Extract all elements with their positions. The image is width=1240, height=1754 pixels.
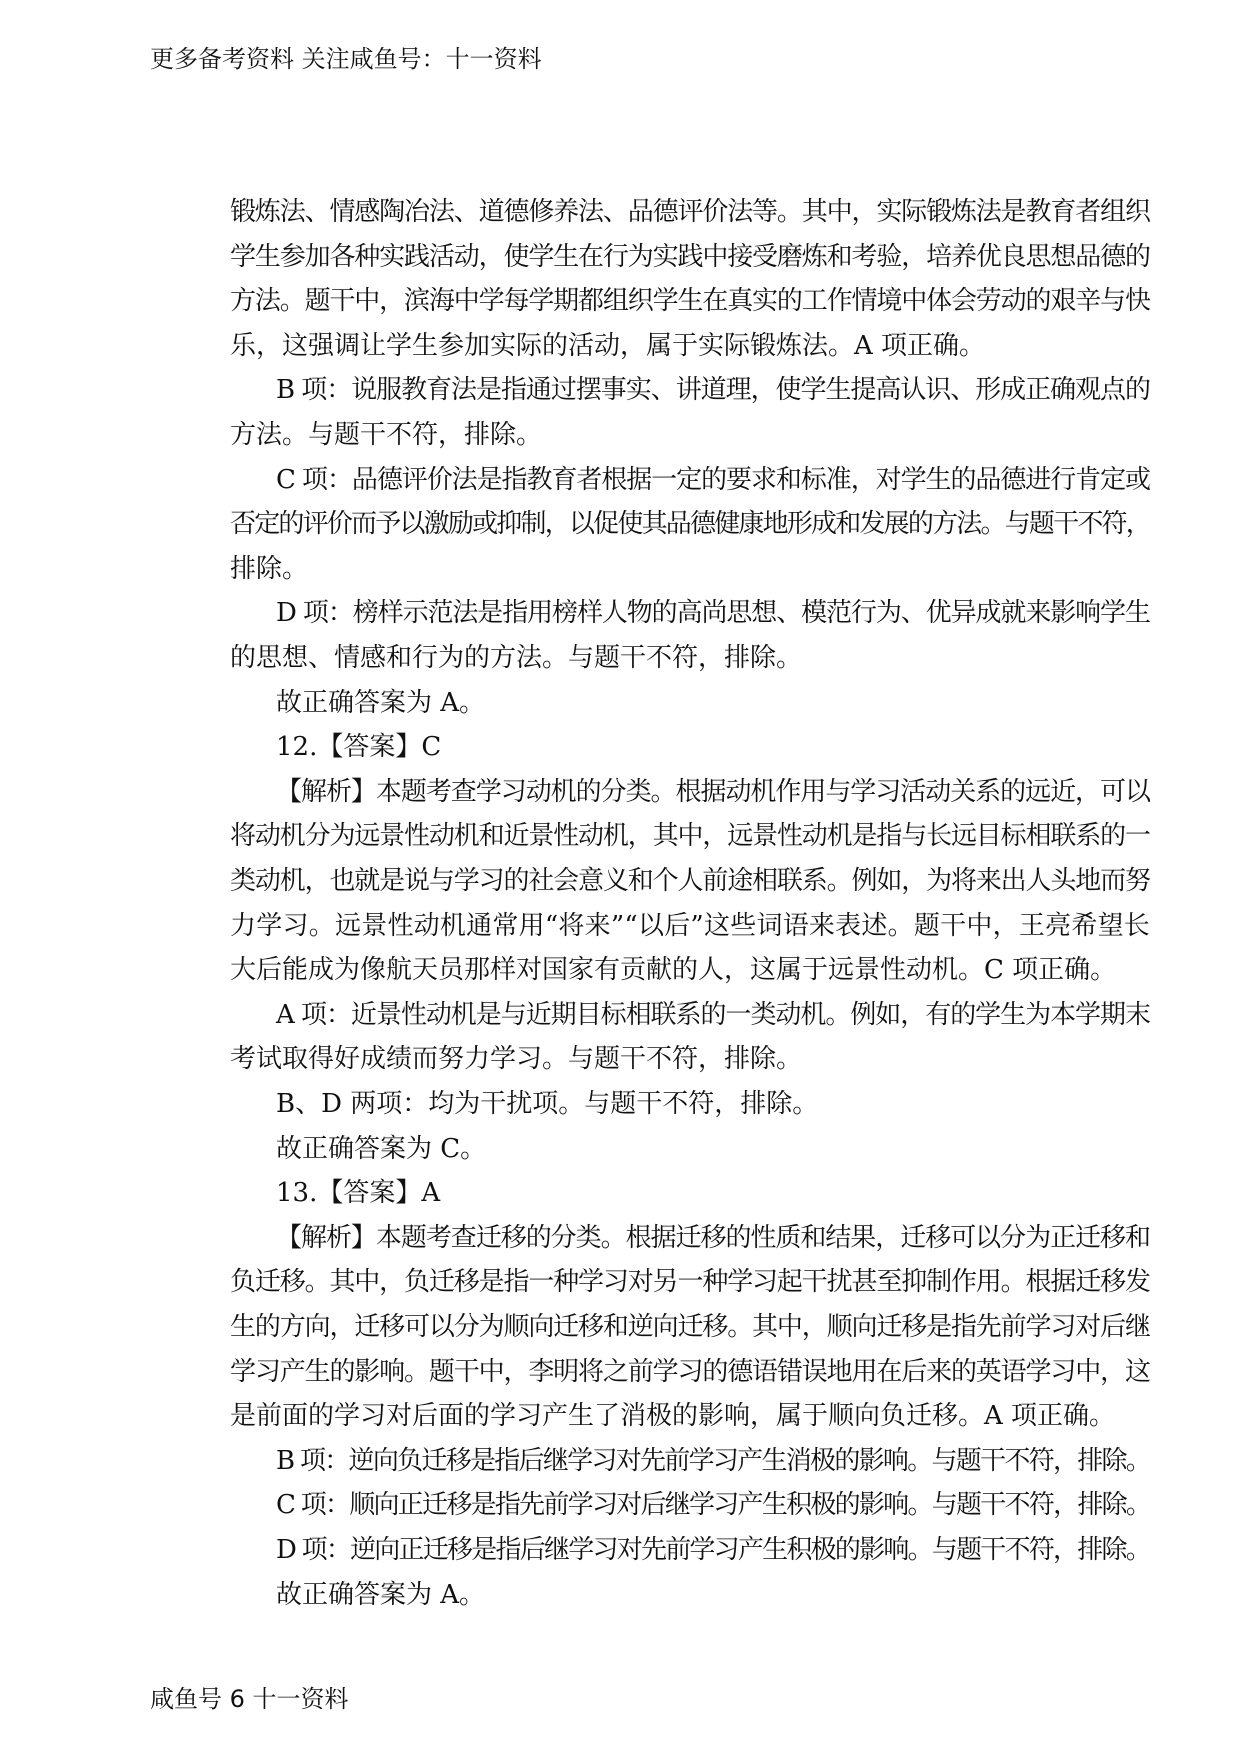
text-line: 方法。与题干不符，排除。 <box>230 420 543 450</box>
text-line: 生的方向，迁移可以分为顺向迁移和逆向迁移。其中，顺向迁移是指先前学习对后继 <box>230 1312 1150 1342</box>
page-header-note: 更多备考资料 关注咸鱼号：十一资料 <box>150 45 542 73</box>
text-line: 类动机，也就是说与学习的社会意义和个人前途相联系。例如，为将来出人头地而努 <box>230 866 1150 896</box>
text-line: 的思想、情感和行为的方法。与题干不符，排除。 <box>230 643 803 673</box>
text-line: D 项：逆向正迁移是指后继学习对先前学习产生积极的影响。与题干不符，排除。 <box>276 1535 1150 1565</box>
text-line: 大后能成为像航天员那样对国家有贡献的人，这属于远景性动机。C 项正确。 <box>230 955 1117 986</box>
text-line: B、D 两项：均为干扰项。与题干不符，排除。 <box>276 1089 819 1119</box>
text-line: 是前面的学习对后面的学习产生了消极的影响，属于顺向负迁移。A 项正确。 <box>230 1401 1116 1432</box>
text-line: B 项：逆向负迁移是指后继学习对先前学习产生消极的影响。与题干不符，排除。 <box>276 1445 1151 1476</box>
text-line: 负迁移。其中，负迁移是指一种学习对另一种学习起干扰甚至抑制作用。根据迁移发 <box>230 1267 1150 1298</box>
text-line: 否定的评价而予以激励或抑制，以促使其品德健康地形成和发展的方法。与题干不符， <box>230 509 1150 540</box>
text-line: 故正确答案为 A。 <box>276 687 486 718</box>
text-line: C 项：顺向正迁移是指先前学习对后继学习产生积极的影响。与题干不符，排除。 <box>276 1490 1151 1521</box>
text-line: 13.【答案】A <box>276 1178 441 1209</box>
text-line: 故正确答案为 C。 <box>276 1133 487 1164</box>
text-line: 12.【答案】C <box>276 732 442 763</box>
text-line: B 项：说服教育法是指通过摆事实、讲道理，使学生提高认识、形成正确观点的 <box>276 375 1150 406</box>
page-footer: 咸鱼号 6 十一资料 <box>150 1685 349 1713</box>
text-line: 故正确答案为 A。 <box>276 1579 486 1610</box>
text-line: D 项：榜样示范法是指用榜样人物的高尚思想、模范行为、优异成就来影响学生 <box>276 598 1150 629</box>
text-line: 排除。 <box>230 553 309 584</box>
text-line: A 项：近景性动机是与近期目标相联系的一类动机。例如，有的学生为本学期末 <box>276 999 1150 1030</box>
text-line: 学习产生的影响。题干中，李明将之前学习的德语错误地用在后来的英语学习中，这 <box>230 1356 1150 1387</box>
text-line: 乐，这强调让学生参加实际的活动，属于实际锻炼法。A 项正确。 <box>230 330 986 361</box>
text-line: 锻炼法、情感陶冶法、道德修养法、品德评价法等。其中，实际锻炼法是教育者组织 <box>230 197 1150 227</box>
text-line: 考试取得好成绩而努力学习。与题干不符，排除。 <box>230 1044 803 1075</box>
text-line: 力学习。远景性动机通常用“将来”“以后”这些词语来表述。题干中，王亮希望长 <box>230 910 1151 941</box>
text-line: 将动机分为远景性动机和近景性动机，其中，远景性动机是指与长远目标相联系的一 <box>230 821 1150 852</box>
text-line: C 项：品德评价法是指教育者根据一定的要求和标准，对学生的品德进行肯定或 <box>276 464 1150 495</box>
text-line: 【解析】本题考查学习动机的分类。根据动机作用与学习活动关系的远近，可以 <box>276 776 1150 807</box>
text-line: 【解析】本题考查迁移的分类。根据迁移的性质和结果，迁移可以分为正迁移和 <box>276 1222 1150 1253</box>
text-line: 方法。题干中，滨海中学每学期都组织学生在真实的工作情境中体会劳动的艰辛与快 <box>230 286 1150 317</box>
text-line: 学生参加各种实践活动，使学生在行为实践中接受磨炼和考验，培养优良思想品德的 <box>230 241 1150 272</box>
